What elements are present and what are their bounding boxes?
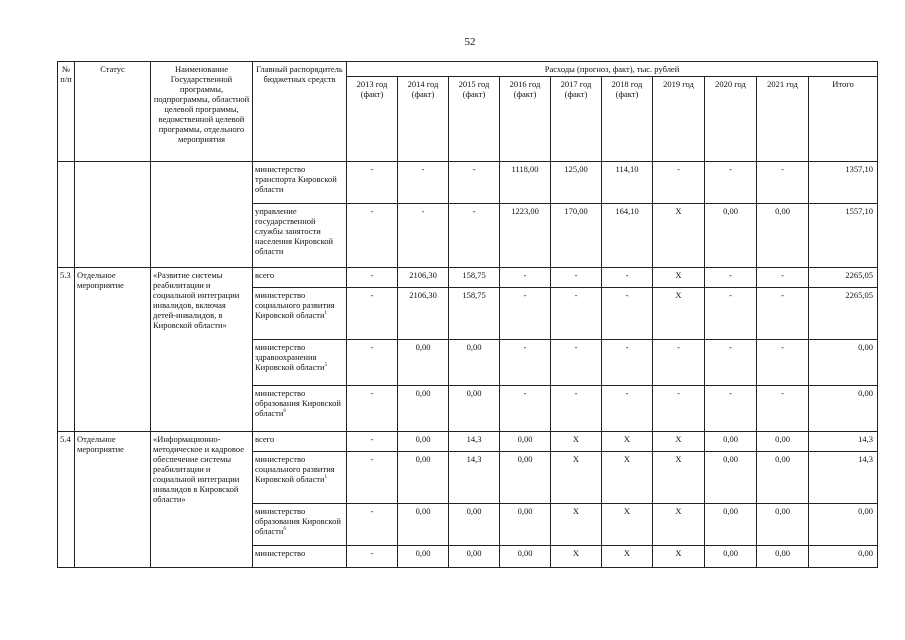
header-year: 2019 год <box>653 77 705 162</box>
header-number: № п/п <box>58 62 75 162</box>
header-total: Итого <box>809 77 878 162</box>
value-cell: - <box>705 268 757 288</box>
value-cell: 0,00 <box>449 386 500 432</box>
value-cell: - <box>347 204 398 268</box>
value-cell: 1118,00 <box>500 162 551 204</box>
row-number: 5.4 <box>58 432 75 568</box>
value-cell: 0,00 <box>398 452 449 504</box>
value-cell: 0,00 <box>500 504 551 546</box>
header-status: Статус <box>75 62 151 162</box>
row-program-name <box>151 162 253 268</box>
table-row <box>58 268 878 288</box>
total-cell: 14,3 <box>809 452 878 504</box>
value-cell: 0,00 <box>705 546 757 568</box>
row-executor: всего <box>253 432 347 452</box>
value-cell: - <box>500 268 551 288</box>
value-cell: - <box>449 162 500 204</box>
footnote-marker: 6 <box>283 527 286 533</box>
value-cell: - <box>757 340 809 386</box>
total-cell: 0,00 <box>809 504 878 546</box>
header-program-name: Наименование Государственной программы, подпрограммы, областной целевой программы, ведомственной целевой программы, отдельного мероприятия <box>151 62 253 162</box>
value-cell: 0,00 <box>500 546 551 568</box>
value-cell: - <box>398 204 449 268</box>
value-cell: - <box>398 162 449 204</box>
value-cell: 0,00 <box>449 340 500 386</box>
value-cell: 0,00 <box>398 432 449 452</box>
value-cell: X <box>602 432 653 452</box>
value-cell: - <box>705 340 757 386</box>
budget-table <box>57 61 878 568</box>
total-cell: 0,00 <box>809 340 878 386</box>
value-cell: 164,10 <box>602 204 653 268</box>
value-cell: X <box>653 546 705 568</box>
value-cell: - <box>347 504 398 546</box>
value-cell: - <box>757 268 809 288</box>
value-cell: 0,00 <box>705 452 757 504</box>
header-year: 2017 год (факт) <box>551 77 602 162</box>
value-cell: - <box>551 268 602 288</box>
value-cell: - <box>602 268 653 288</box>
value-cell: - <box>347 162 398 204</box>
value-cell: X <box>551 432 602 452</box>
row-status: Отдельное мероприятие <box>75 268 151 432</box>
value-cell: - <box>500 288 551 340</box>
value-cell: - <box>705 386 757 432</box>
footnote-marker: 1 <box>324 475 327 481</box>
total-cell: 1557,10 <box>809 204 878 268</box>
footnote-marker: 1 <box>324 311 327 317</box>
value-cell: 0,00 <box>705 204 757 268</box>
value-cell: - <box>757 288 809 340</box>
header-year: 2020 год <box>705 77 757 162</box>
value-cell: 125,00 <box>551 162 602 204</box>
value-cell: 0,00 <box>757 432 809 452</box>
value-cell: X <box>653 268 705 288</box>
value-cell: 0,00 <box>449 504 500 546</box>
value-cell: - <box>347 432 398 452</box>
value-cell: 0,00 <box>757 452 809 504</box>
value-cell: - <box>705 162 757 204</box>
value-cell: - <box>500 386 551 432</box>
table-row <box>58 432 878 452</box>
value-cell: - <box>602 386 653 432</box>
value-cell: - <box>653 162 705 204</box>
value-cell: - <box>653 340 705 386</box>
value-cell: - <box>705 288 757 340</box>
value-cell: 170,00 <box>551 204 602 268</box>
total-cell: 0,00 <box>809 386 878 432</box>
row-executor: министерство здравоохранения Кировской области$^5$ <box>253 340 347 386</box>
row-number: 5.3 <box>58 268 75 432</box>
value-cell: X <box>551 504 602 546</box>
value-cell: - <box>602 288 653 340</box>
value-cell: X <box>653 288 705 340</box>
total-cell: 2265,05 <box>809 288 878 340</box>
value-cell: - <box>602 340 653 386</box>
value-cell: 1223,00 <box>500 204 551 268</box>
footnote-marker: 5 <box>324 363 327 369</box>
row-status: Отдельное мероприятие <box>75 432 151 568</box>
table-row <box>58 162 878 204</box>
value-cell: 2106,30 <box>398 268 449 288</box>
value-cell: X <box>551 452 602 504</box>
value-cell: - <box>653 386 705 432</box>
value-cell: - <box>757 162 809 204</box>
value-cell: - <box>347 386 398 432</box>
value-cell: 0,00 <box>500 432 551 452</box>
header-year: 2014 год (факт) <box>398 77 449 162</box>
value-cell: - <box>347 340 398 386</box>
value-cell: - <box>757 386 809 432</box>
value-cell: 14,3 <box>449 452 500 504</box>
value-cell: - <box>551 288 602 340</box>
value-cell: 2106,30 <box>398 288 449 340</box>
value-cell: - <box>347 288 398 340</box>
row-executor: управление государственной службы занятости населения Кировской области <box>253 204 347 268</box>
value-cell: 0,00 <box>757 204 809 268</box>
row-program-name: «Информационно-методическое и кадровое обеспечение системы реабилитации и социальной интеграции инвалидов в Кировской области» <box>151 432 253 568</box>
header-budget-executor: Главный распорядитель бюджетных средств <box>253 62 347 162</box>
value-cell: 158,75 <box>449 288 500 340</box>
value-cell: 0,00 <box>398 340 449 386</box>
value-cell: X <box>551 546 602 568</box>
value-cell: 0,00 <box>398 546 449 568</box>
row-number <box>58 162 75 268</box>
value-cell: - <box>347 546 398 568</box>
value-cell: X <box>653 204 705 268</box>
value-cell: 158,75 <box>449 268 500 288</box>
value-cell: 0,00 <box>757 546 809 568</box>
total-cell: 14,3 <box>809 432 878 452</box>
header-year: 2015 год (факт) <box>449 77 500 162</box>
header-year: 2018 год (факт) <box>602 77 653 162</box>
row-executor: министерство образования Кировской области$^6$ <box>253 504 347 546</box>
total-cell: 2265,05 <box>809 268 878 288</box>
table-body <box>58 162 878 568</box>
value-cell: 0,00 <box>705 504 757 546</box>
value-cell: 0,00 <box>449 546 500 568</box>
row-executor: министерство образования Кировской области$^6$ <box>253 386 347 432</box>
value-cell: X <box>653 432 705 452</box>
row-program-name: «Развитие системы реабилитации и социальной интеграции инвалидов, включая детей-инвалидов, в Кировской области» <box>151 268 253 432</box>
value-cell: 0,00 <box>500 452 551 504</box>
value-cell: - <box>347 268 398 288</box>
value-cell: X <box>602 504 653 546</box>
value-cell: 114,10 <box>602 162 653 204</box>
total-cell: 1357,10 <box>809 162 878 204</box>
value-cell: X <box>602 546 653 568</box>
value-cell: 0,00 <box>398 504 449 546</box>
page-number: 52 <box>464 36 476 48</box>
value-cell: 0,00 <box>705 432 757 452</box>
value-cell: - <box>551 386 602 432</box>
total-cell: 0,00 <box>809 546 878 568</box>
row-executor: министерство транспорта Кировской области <box>253 162 347 204</box>
value-cell: - <box>551 340 602 386</box>
value-cell: 0,00 <box>398 386 449 432</box>
value-cell: - <box>449 204 500 268</box>
row-executor: министерство социального развития Кировской области$^1$ <box>253 288 347 340</box>
header-year: 2021 год <box>757 77 809 162</box>
row-executor: всего <box>253 268 347 288</box>
row-executor: министерство социального развития Кировской области$^1$ <box>253 452 347 504</box>
header-year: 2016 год (факт) <box>500 77 551 162</box>
value-cell: 0,00 <box>757 504 809 546</box>
footnote-marker: 6 <box>283 409 286 415</box>
value-cell: - <box>347 452 398 504</box>
header-expenses: Расходы (прогноз, факт), тыс. рублей <box>347 62 878 77</box>
value-cell: X <box>653 504 705 546</box>
header-year: 2013 год (факт) <box>347 77 398 162</box>
value-cell: - <box>500 340 551 386</box>
value-cell: X <box>602 452 653 504</box>
value-cell: 14,3 <box>449 432 500 452</box>
value-cell: X <box>653 452 705 504</box>
row-status <box>75 162 151 268</box>
row-executor: министерство <box>253 546 347 568</box>
